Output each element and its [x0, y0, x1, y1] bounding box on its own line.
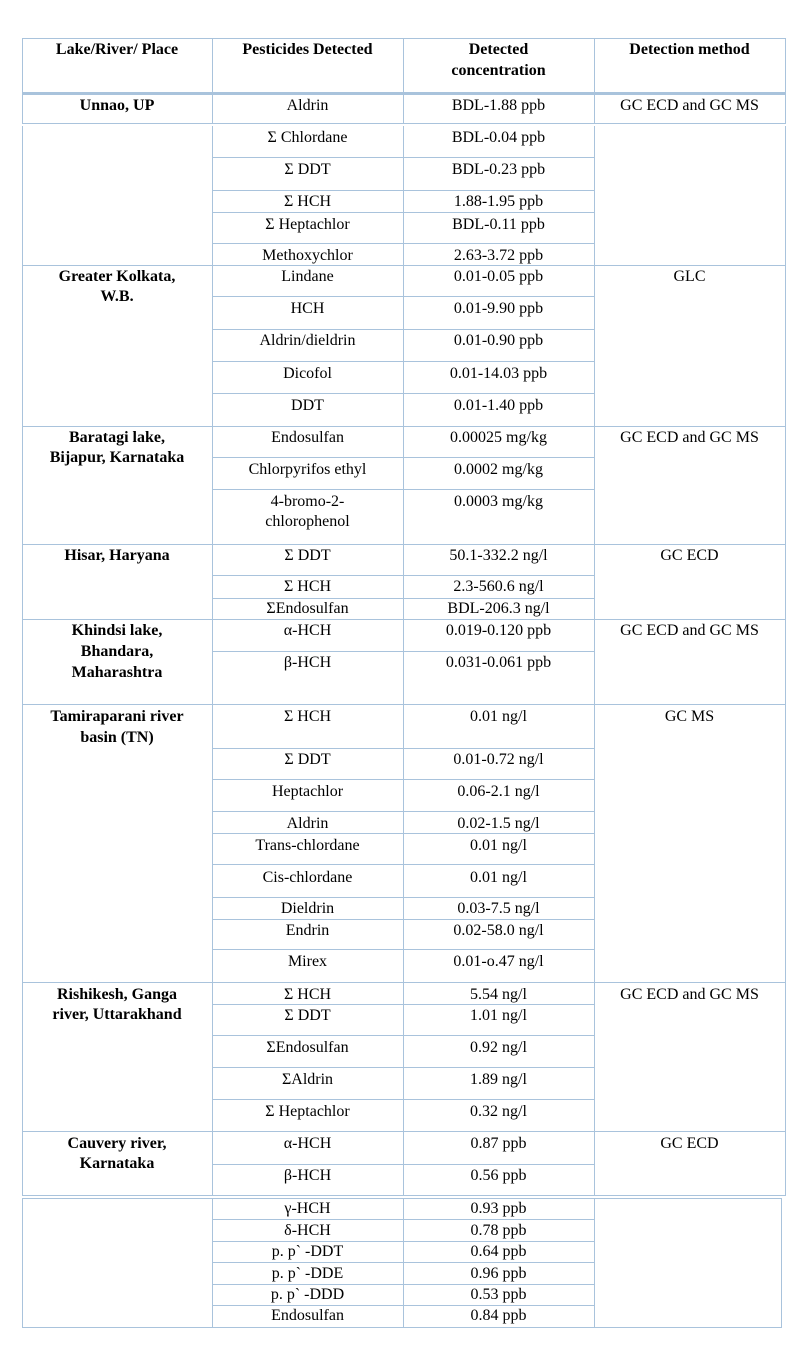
column-divider: [785, 95, 786, 124]
pesticide-cell: Σ HCH: [283, 578, 332, 595]
pesticide-cell: Σ DDT: [284, 1007, 331, 1024]
place-cell: Cauvery river,: [67, 1135, 167, 1152]
pesticide-cell: Aldrin: [286, 815, 329, 832]
row-rule: [212, 457, 594, 458]
pesticide-cell: Chlorpyrifos ethyl: [248, 461, 367, 478]
row-rule: [212, 864, 594, 865]
table-rule: [22, 1327, 782, 1328]
pesticide-cell: p. p` -DDE: [271, 1265, 344, 1282]
place-cell: Greater Kolkata,: [58, 268, 176, 285]
place-cell: Karnataka: [79, 1155, 155, 1172]
concentration-cell: 0.01-0.05 ppb: [453, 268, 544, 285]
concentration-cell: 0.64 ppb: [470, 1243, 527, 1260]
row-rule: [212, 919, 594, 920]
pesticide-cell: Σ HCH: [283, 708, 332, 725]
row-rule: [212, 1067, 594, 1068]
concentration-cell: 0.01-0.90 ppb: [453, 332, 544, 349]
pesticide-cell: 4-bromo-2-: [270, 493, 345, 510]
concentration-cell: 0.01-14.03 ppb: [449, 365, 548, 382]
group-rule: [22, 426, 786, 427]
header-concentration: concentration: [451, 62, 546, 79]
row-rule: [212, 489, 594, 490]
concentration-cell: 2.63-3.72 ppb: [453, 247, 544, 264]
method-cell: GC ECD and GC MS: [620, 429, 759, 446]
concentration-cell: 0.01-1.40 ppb: [453, 397, 544, 414]
column-divider: [781, 1198, 782, 1327]
place-cell: Hisar, Haryana: [64, 547, 170, 564]
pesticide-cell: ΣAldrin: [281, 1071, 334, 1088]
pesticide-cell: β-HCH: [283, 654, 332, 671]
place-cell: Baratagi lake,: [69, 429, 165, 446]
pesticide-cell: Dieldrin: [280, 900, 335, 917]
group-rule: [22, 982, 786, 983]
header-pesticides: Pesticides Detected: [242, 41, 373, 58]
pesticide-cell: Σ DDT: [284, 547, 331, 564]
row-rule: [212, 329, 594, 330]
concentration-cell: 0.01-9.90 ppb: [453, 300, 544, 317]
place-cell: W.B.: [100, 288, 134, 305]
row-rule: [212, 833, 594, 834]
row-rule: [212, 779, 594, 780]
group-rule: [22, 265, 786, 266]
pesticide-cell: Σ HCH: [283, 986, 332, 1003]
concentration-cell: BDL-0.23 ppb: [451, 161, 546, 178]
pesticide-cell: Aldrin/dieldrin: [259, 332, 356, 349]
concentration-cell: 0.01-0.72 ng/l: [453, 751, 544, 768]
row-rule: [212, 1164, 594, 1165]
place-cell: Bhandara,: [80, 643, 154, 660]
concentration-cell: BDL-0.04 ppb: [451, 129, 546, 146]
pesticide-cell: Aldrin: [286, 97, 329, 114]
pesticide-cell: Σ Chlordane: [267, 129, 348, 146]
group-rule: [22, 619, 786, 620]
concentration-cell: 0.0003 mg/kg: [454, 493, 543, 510]
pesticide-cell: Endrin: [285, 922, 330, 939]
concentration-cell: 0.78 ppb: [470, 1222, 527, 1239]
concentration-cell: 0.02-58.0 ng/l: [453, 922, 544, 939]
row-rule: [212, 1219, 594, 1220]
pesticide-cell: DDT: [291, 397, 324, 414]
concentration-cell: 0.96 ppb: [470, 1265, 527, 1282]
pesticide-cell: Σ DDT: [284, 161, 331, 178]
concentration-cell: 0.87 ppb: [470, 1135, 527, 1152]
concentration-cell: 1.89 ng/l: [470, 1071, 527, 1088]
concentration-cell: BDL-0.11 ppb: [452, 216, 545, 233]
group-rule: [22, 704, 786, 705]
concentration-cell: 0.031-0.061 ppb: [445, 654, 552, 671]
pesticide-cell: Σ Heptachlor: [265, 1103, 350, 1120]
pesticide-cell: Σ HCH: [283, 193, 332, 210]
place-cell: Rishikesh, Ganga: [56, 986, 178, 1003]
header-concentration: Detected: [468, 41, 529, 58]
concentration-cell: BDL-206.3 ng/l: [447, 600, 550, 617]
pesticide-cell: ΣEndosulfan: [266, 600, 349, 617]
concentration-cell: 1.88-1.95 ppb: [453, 193, 544, 210]
place-cell: river, Uttarakhand: [52, 1006, 182, 1023]
table-rule: [22, 123, 786, 124]
header-place: Lake/River/ Place: [55, 41, 179, 58]
concentration-cell: 50.1-332.2 ng/l: [449, 547, 548, 564]
method-cell: GC ECD and GC MS: [620, 986, 759, 1003]
row-rule: [212, 296, 594, 297]
concentration-cell: 1.01 ng/l: [470, 1007, 527, 1024]
pesticide-cell: p. p` -DDD: [270, 1286, 345, 1303]
concentration-cell: 0.03-7.5 ng/l: [457, 900, 540, 917]
row-rule: [212, 190, 594, 191]
concentration-cell: 0.0002 mg/kg: [454, 461, 543, 478]
row-rule: [212, 1099, 594, 1100]
pesticide-cell: α-HCH: [283, 622, 332, 639]
row-rule: [212, 651, 594, 652]
pesticide-cell: ΣEndosulfan: [266, 1039, 349, 1056]
concentration-cell: 0.01 ng/l: [470, 869, 527, 886]
row-rule: [212, 811, 594, 812]
place-cell: Khindsi lake,: [71, 622, 163, 639]
header-divider: [785, 38, 786, 94]
pesticide-cell: Σ Heptachlor: [265, 216, 350, 233]
concentration-cell: 0.02-1.5 ng/l: [457, 815, 540, 832]
method-cell: GLC: [673, 268, 706, 285]
concentration-cell: 0.32 ng/l: [470, 1103, 527, 1120]
pesticide-cell: Methoxychlor: [262, 247, 353, 264]
header-method: Detection method: [629, 41, 750, 58]
pesticide-cell: Endosulfan: [271, 429, 344, 446]
pesticide-cell: Lindane: [281, 268, 334, 285]
concentration-cell: 0.01-o.47 ng/l: [453, 953, 544, 970]
pesticide-cell: γ-HCH: [284, 1200, 331, 1217]
pesticide-cell: Dicofol: [283, 365, 332, 382]
row-rule: [212, 393, 594, 394]
row-rule: [212, 157, 594, 158]
row-rule: [212, 212, 594, 213]
concentration-cell: 0.019-0.120 ppb: [445, 622, 552, 639]
place-cell: Tamiraparani river: [50, 708, 184, 725]
concentration-cell: 0.00025 mg/kg: [450, 429, 547, 446]
row-rule: [212, 361, 594, 362]
row-rule: [212, 897, 594, 898]
pesticide-cell: Mirex: [287, 953, 328, 970]
concentration-cell: 0.01 ng/l: [470, 837, 527, 854]
pesticide-cell: Σ DDT: [284, 751, 331, 768]
row-rule: [212, 1035, 594, 1036]
table-rule: [22, 38, 786, 39]
header-rule: [22, 92, 786, 95]
concentration-cell: 0.93 ppb: [470, 1200, 527, 1217]
group-rule: [22, 1131, 786, 1132]
method-cell: GC ECD and GC MS: [620, 97, 759, 114]
concentration-cell: 2.3-560.6 ng/l: [453, 578, 544, 595]
concentration-cell: 0.53 ppb: [470, 1286, 527, 1303]
concentration-cell: 0.84 ppb: [470, 1307, 527, 1324]
pesticide-cell: β-HCH: [283, 1167, 332, 1184]
row-rule: [212, 748, 594, 749]
column-divider: [594, 1198, 595, 1327]
place-cell: basin (TN): [80, 729, 154, 746]
row-rule: [212, 1004, 594, 1005]
pesticide-cell: Trans-chlordane: [255, 837, 360, 854]
concentration-cell: 0.92 ng/l: [470, 1039, 527, 1056]
pesticide-cell: HCH: [290, 300, 325, 317]
row-rule: [212, 1262, 594, 1263]
pesticide-cell: δ-HCH: [284, 1222, 331, 1239]
column-divider: [785, 126, 786, 1196]
concentration-cell: BDL-1.88 ppb: [451, 97, 546, 114]
method-cell: GC ECD: [660, 547, 719, 564]
row-rule: [212, 575, 594, 576]
method-cell: GC ECD and GC MS: [620, 622, 759, 639]
row-rule: [212, 243, 594, 244]
concentration-cell: 5.54 ng/l: [470, 986, 527, 1003]
pesticide-cell: Heptachlor: [271, 783, 344, 800]
concentration-cell: 0.56 ppb: [470, 1167, 527, 1184]
place-cell: Maharashtra: [71, 664, 163, 681]
place-cell: Unnao, UP: [79, 97, 155, 114]
pesticide-cell: Cis-chlordane: [262, 869, 353, 886]
method-cell: GC MS: [664, 708, 715, 725]
column-divider: [22, 1198, 23, 1327]
group-rule: [22, 544, 786, 545]
pesticide-cell: chlorophenol: [265, 513, 350, 530]
pesticide-cell: p. p` -DDT: [271, 1243, 344, 1260]
concentration-cell: 0.01 ng/l: [470, 708, 527, 725]
row-rule: [212, 949, 594, 950]
place-cell: Bijapur, Karnataka: [49, 449, 185, 466]
concentration-cell: 0.06-2.1 ng/l: [457, 783, 540, 800]
method-cell: GC ECD: [660, 1135, 719, 1152]
group-rule: [22, 1195, 786, 1196]
pesticide-cell: α-HCH: [283, 1135, 332, 1152]
pesticide-cell: Endosulfan: [271, 1307, 344, 1324]
